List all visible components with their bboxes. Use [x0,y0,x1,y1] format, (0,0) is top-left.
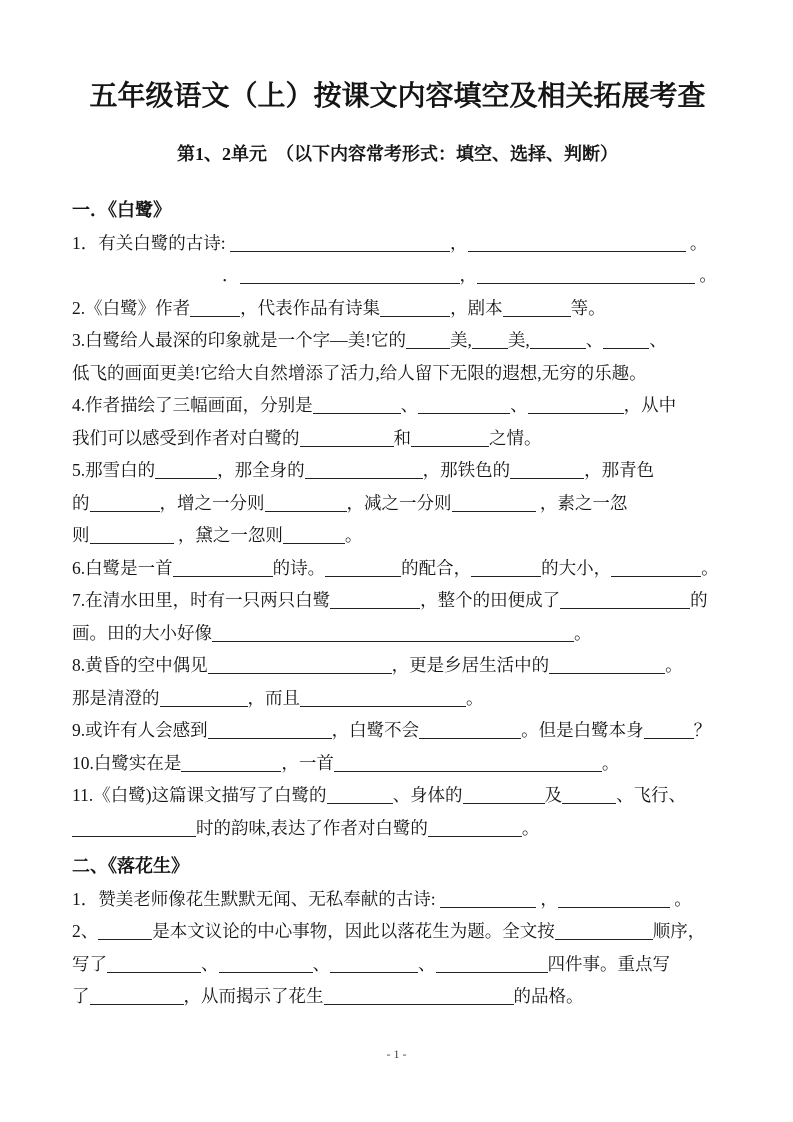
answer-blank [330,967,418,973]
question-text: 画。田的大小好像 [72,622,212,643]
question-text: 等。 [570,297,606,318]
answer-blank [173,571,273,577]
document-title: 五年级语文（上）按课文内容填空及相关拓展考查 [89,81,706,112]
answer-blank [452,506,536,512]
answer-blank [406,343,450,349]
answer-blank [428,831,522,837]
answer-blank [472,343,508,349]
question-text: 9.或许有人会感到 [72,720,208,740]
question-text: 6.白鹭是一首 [72,557,173,578]
question-text: 、 [418,953,436,974]
question-text: 之情。 [489,427,542,448]
question-text: ， [536,888,558,909]
question-text: 。 [685,232,708,253]
question-item [72,714,723,747]
answer-blank [555,934,653,940]
question-text: ，从而揭示了花生 [183,986,324,1006]
answer-blank [190,311,240,317]
question-text: ，从中 [623,395,677,415]
question-text: 。 [669,888,692,909]
answer-blank [155,473,217,479]
question-text: ？ [693,720,712,740]
answer-blank [644,733,694,739]
question-item [72,779,723,844]
question-text: 。 [466,687,484,708]
question-text: 、飞行、 [616,785,687,805]
answer-blank [549,668,665,674]
answer-blank [160,701,248,707]
question-text: ，一首 [281,752,334,773]
answer-blank [440,902,536,908]
section [72,194,723,844]
answer-blank [107,967,201,973]
question-item [72,584,723,649]
answer-blank [283,538,345,544]
question-text: 四件事。重点写 [547,953,670,974]
question-text: 则 [72,525,90,545]
question-text: ，增之一分则 [159,492,265,513]
section-heading: 二、《落花生》 [72,856,189,876]
question-text: 我们可以感受到作者对白鹭的 [72,427,300,448]
question-text: 、 [510,395,528,415]
question-item [72,649,723,714]
answer-blank [208,668,392,674]
answer-blank [380,311,450,317]
answer-blank [468,246,686,252]
question-text: ，黛之一忽则 [173,525,283,545]
question-text: 那是清澄的 [72,687,160,708]
question-text: 5.那雪白的 [72,460,156,480]
question-item [72,454,723,552]
answer-blank [265,506,347,512]
answer-blank [98,934,152,940]
section-heading: 一．《白鹭》 [72,200,171,220]
page-number: - 1 - [386,1047,407,1061]
question-text: ，剧本 [450,297,503,318]
answer-blank [90,999,184,1005]
question-text: 写了 [72,953,107,974]
answer-blank [230,246,450,252]
document-body [72,194,723,1013]
answer-blank [208,733,332,739]
answer-blank [411,441,489,447]
question-text: 的大小， [541,557,612,578]
question-text: 及 [544,785,563,805]
question-text: 11.《白鹭)这篇课文描写了白鹭的 [72,785,327,805]
question-text: 2.《白鹭》作者 [72,297,191,318]
question-text: ，那全身的 [217,460,305,480]
question-text: 4.作者描绘了三幅画面，分别是 [72,395,313,415]
answer-blank [325,571,401,577]
answer-blank [528,408,624,414]
question-text: 10.白鹭实在是 [72,752,182,773]
answer-blank [503,311,571,317]
question-text: 的诗。 [272,557,326,578]
answer-blank [334,766,602,772]
answer-blank [181,766,281,772]
question-text: 、 [400,395,419,415]
question-text: 了 [72,986,90,1006]
answer-blank [560,603,690,609]
answer-blank [562,798,616,804]
question-text: 、 [649,330,667,350]
answer-blank [510,473,584,479]
question-text: ，白鹭不会 [331,720,420,740]
question-text: ，更是乡居生活中的 [391,655,550,675]
answer-blank [463,798,545,804]
question-item [72,883,723,916]
question-text: ， [450,232,468,253]
question-text: 的配合， [401,557,472,578]
answer-blank [327,798,393,804]
answer-blank [90,506,160,512]
answer-blank [419,733,521,739]
question-text: 、 [201,953,219,974]
question-item [72,915,723,1013]
answer-blank [219,967,313,973]
question-text: 1．赞美老师像花生默默无闻、无私奉献的古诗: [72,888,440,909]
question-text: 2、 [72,921,99,941]
question-text: ，那铁色的 [422,460,511,480]
document-subtitle: 第1、2单元 （以下内容常考形式：填空、选择、判断） [177,144,618,164]
question-text: ，素之一忽 [535,492,628,513]
answer-blank [212,636,574,642]
question-text: 。 [521,817,540,838]
question-text: 。 [665,655,683,675]
question-text: 。 [344,525,363,545]
question-text: ，代表作品有诗集 [240,297,381,318]
question-text: ． [222,265,240,285]
question-text: ，而且 [247,687,300,708]
question-text: 、身体的 [392,785,463,805]
question-text: 。但是白鹭本身 [521,720,644,740]
question-text: 时的韵味,表达了作者对白鹭的 [196,817,428,838]
question-text: 7.在清水田里，时有一只两只白鹭 [72,590,331,610]
question-text: 的 [690,590,708,610]
question-text: 美, [449,330,472,350]
question-text: ，那青色 [584,460,655,480]
question-text: 的品格。 [513,986,584,1006]
answer-blank [418,408,510,414]
question-text: 。 [695,265,717,285]
question-item [72,747,723,780]
answer-blank [611,571,701,577]
question-text: 和 [393,427,411,448]
question-item [72,552,723,585]
question-text: 低飞的画面更美!它给大自然增添了活力,给人留下无限的遐想,无穷的乐趣。 [72,362,647,383]
question-text: 是本文议论的中心事物，因此以落花生为题。全文按 [152,921,555,941]
question-text: 。 [574,622,592,643]
question-text: ，整个的田便成了 [420,590,561,610]
answer-blank [436,967,548,973]
question-text: 的 [72,492,90,513]
answer-blank [471,571,541,577]
section [72,850,723,1013]
answer-blank [603,343,649,349]
answer-blank [72,831,196,837]
question-item [72,324,723,389]
answer-blank [300,701,466,707]
answer-blank [558,902,670,908]
answer-blank [313,408,401,414]
question-text: 1．有关白鹭的古诗: [72,232,230,253]
answer-blank [240,278,460,284]
question-text: ， [459,265,477,285]
question-item [72,389,723,454]
answer-blank [305,473,423,479]
question-text: 美, [507,330,530,350]
question-text: ，减之一分则 [346,492,452,513]
question-text: 3.白鹭给人最深的印象就是一个字—美!它的 [72,330,406,350]
answer-blank [324,999,514,1005]
question-text: 。 [601,752,620,773]
question-text: 顺序， [652,921,706,941]
answer-blank [300,441,394,447]
question-text: 、 [312,953,330,974]
answer-blank [90,538,174,544]
question-text: 。 [701,557,719,578]
question-text: 、 [585,330,604,350]
question-item [72,259,723,292]
answer-blank [477,278,695,284]
question-item [72,292,723,325]
answer-blank [330,603,420,609]
question-text: 8.黄昏的空中偶见 [72,655,208,675]
answer-blank [530,343,586,349]
question-item [72,227,723,260]
